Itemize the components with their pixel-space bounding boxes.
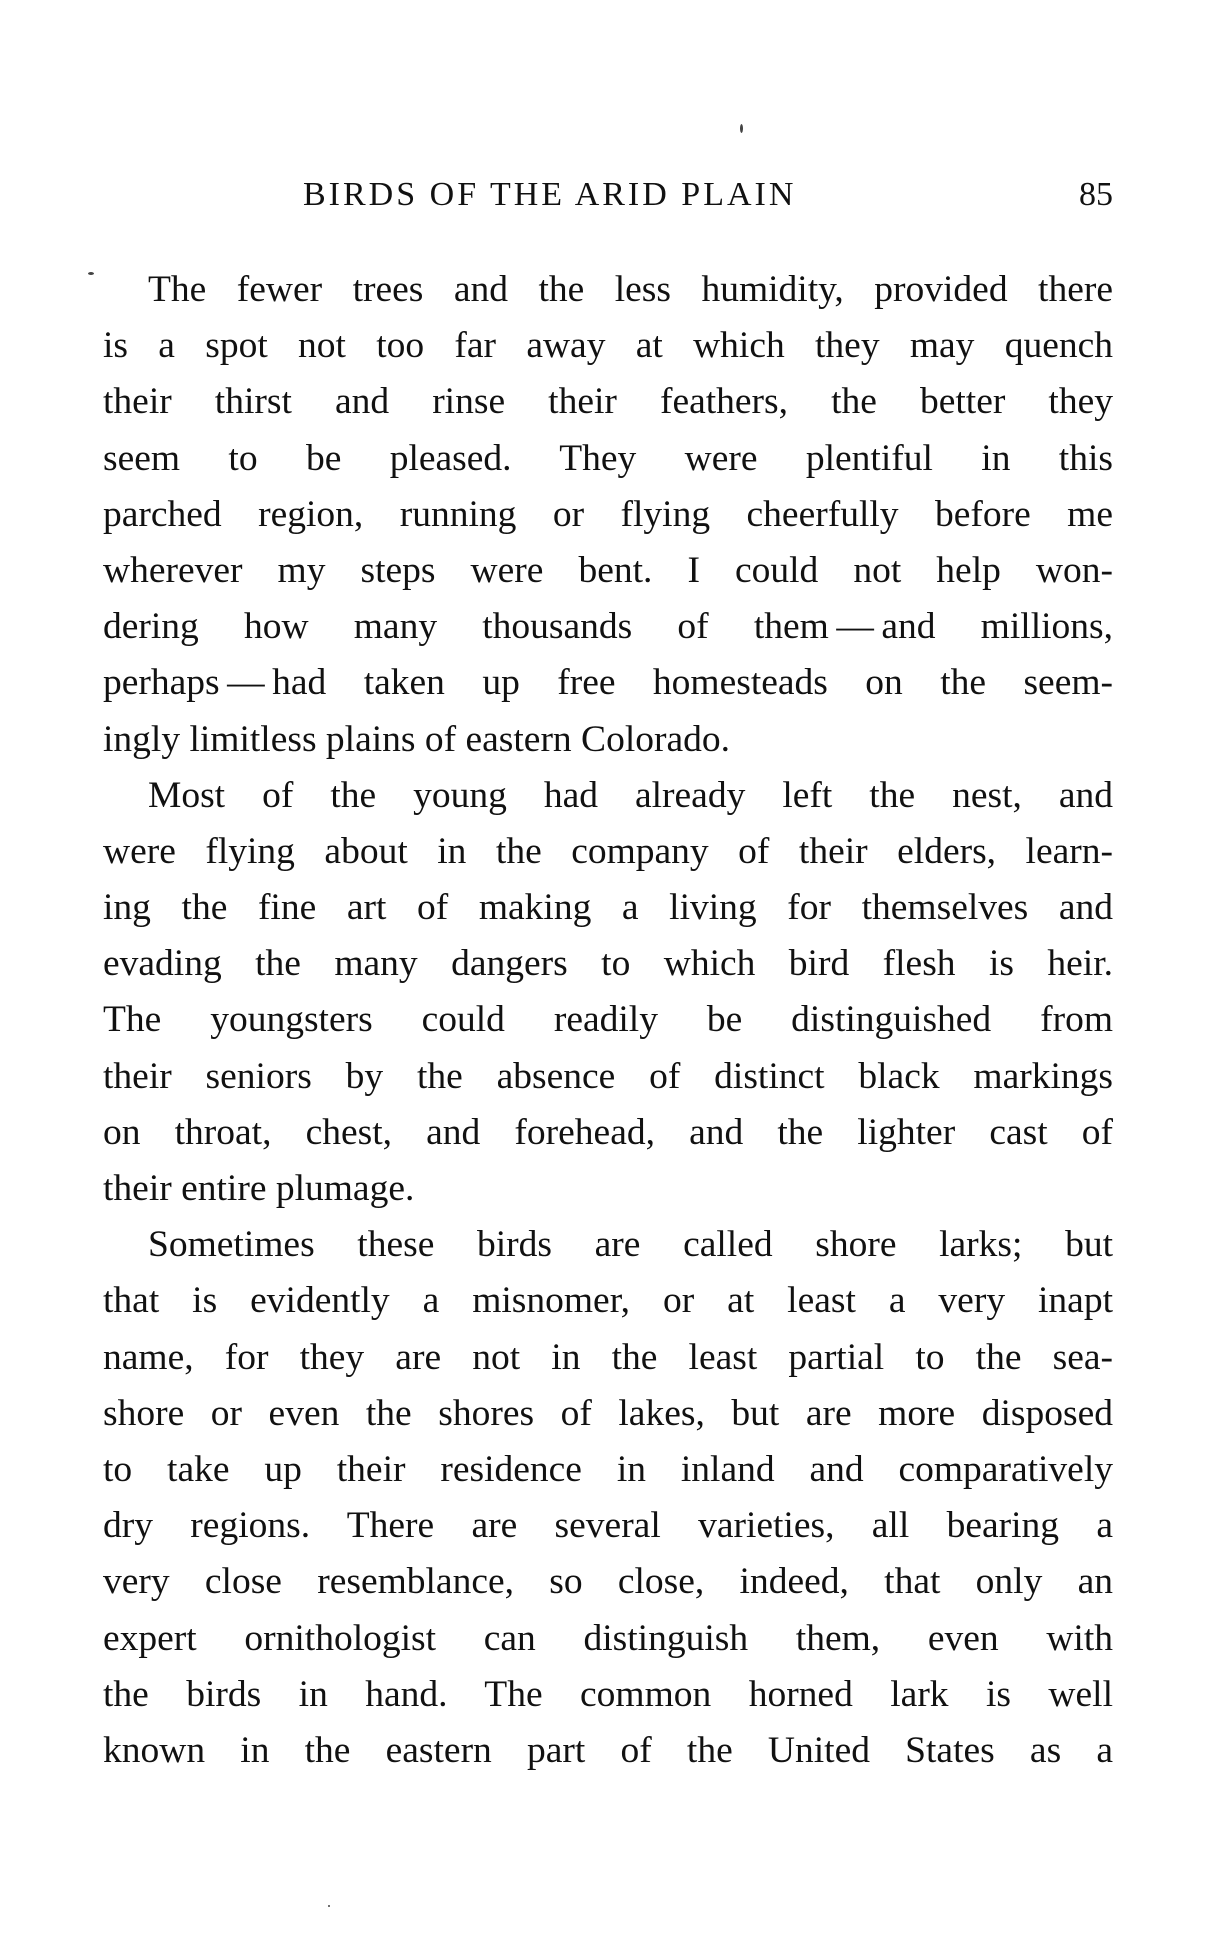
text-line: shore or even the shores of lakes, but are more disposed (103, 1392, 1113, 1434)
text-line: that is evidently a misnomer, or at least a very inapt (103, 1280, 1113, 1322)
text-line: The youngsters could readily be distinguished from (103, 999, 1113, 1041)
scan-speck (88, 272, 94, 275)
running-title: BIRDS OF THE ARID PLAIN (303, 176, 797, 213)
text-line: perhaps — had taken up free homesteads on the seem- (103, 662, 1113, 704)
text-line: is a spot not too far away at which they may quench (103, 325, 1113, 367)
text-line: The fewer trees and the less humidity, provided there (148, 269, 1113, 310)
page-number: 85 (1079, 176, 1113, 213)
text-line: seem to be pleased. They were plentiful in this (103, 437, 1113, 479)
text-line: parched region, running or flying cheerfully before me (103, 493, 1113, 535)
body-text (103, 262, 1113, 1779)
text-line: their thirst and rinse their feathers, the better they (103, 381, 1113, 423)
text-line: Sometimes these birds are called shore larks; but (148, 1224, 1113, 1266)
text-line: on throat, chest, and forehead, and the lighter cast of (103, 1111, 1113, 1153)
text-line: name, for they are not in the least partial to the sea- (103, 1336, 1113, 1378)
text-line: expert ornithologist can distinguish them, even with (103, 1617, 1113, 1659)
text-line: their entire plumage. (103, 1168, 415, 1209)
text-line: to take up their residence in inland and comparatively (103, 1448, 1113, 1490)
paragraph-2 (103, 768, 1113, 1218)
paragraph-1 (103, 262, 1113, 768)
text-line: evading the many dangers to which bird flesh is heir. (103, 943, 1113, 985)
text-line: the birds in hand. The common horned lark is well (103, 1673, 1113, 1715)
text-line: ingly limitless plains of eastern Colorado. (103, 718, 730, 760)
page-header (103, 176, 1113, 228)
paragraph-3 (103, 1217, 1113, 1779)
scan-speck (328, 1905, 330, 1907)
text-line: dry regions. There are several varieties, all bearing a (103, 1505, 1113, 1547)
text-line: were flying about in the company of their elders, learn- (103, 830, 1113, 872)
text-line: known in the eastern part of the United States as a (103, 1729, 1113, 1771)
text-line: ing the fine art of making a living for themselves and (103, 887, 1113, 929)
text-line: very close resemblance, so close, indeed, that only an (103, 1561, 1113, 1603)
text-line: wherever my steps were bent. I could not help won- (103, 549, 1113, 591)
text-line: dering how many thousands of them — and millions, (103, 606, 1113, 648)
scan-speck (740, 124, 743, 133)
text-line: Most of the young had already left the nest, and (148, 774, 1113, 816)
text-line: their seniors by the absence of distinct black markings (103, 1055, 1113, 1097)
